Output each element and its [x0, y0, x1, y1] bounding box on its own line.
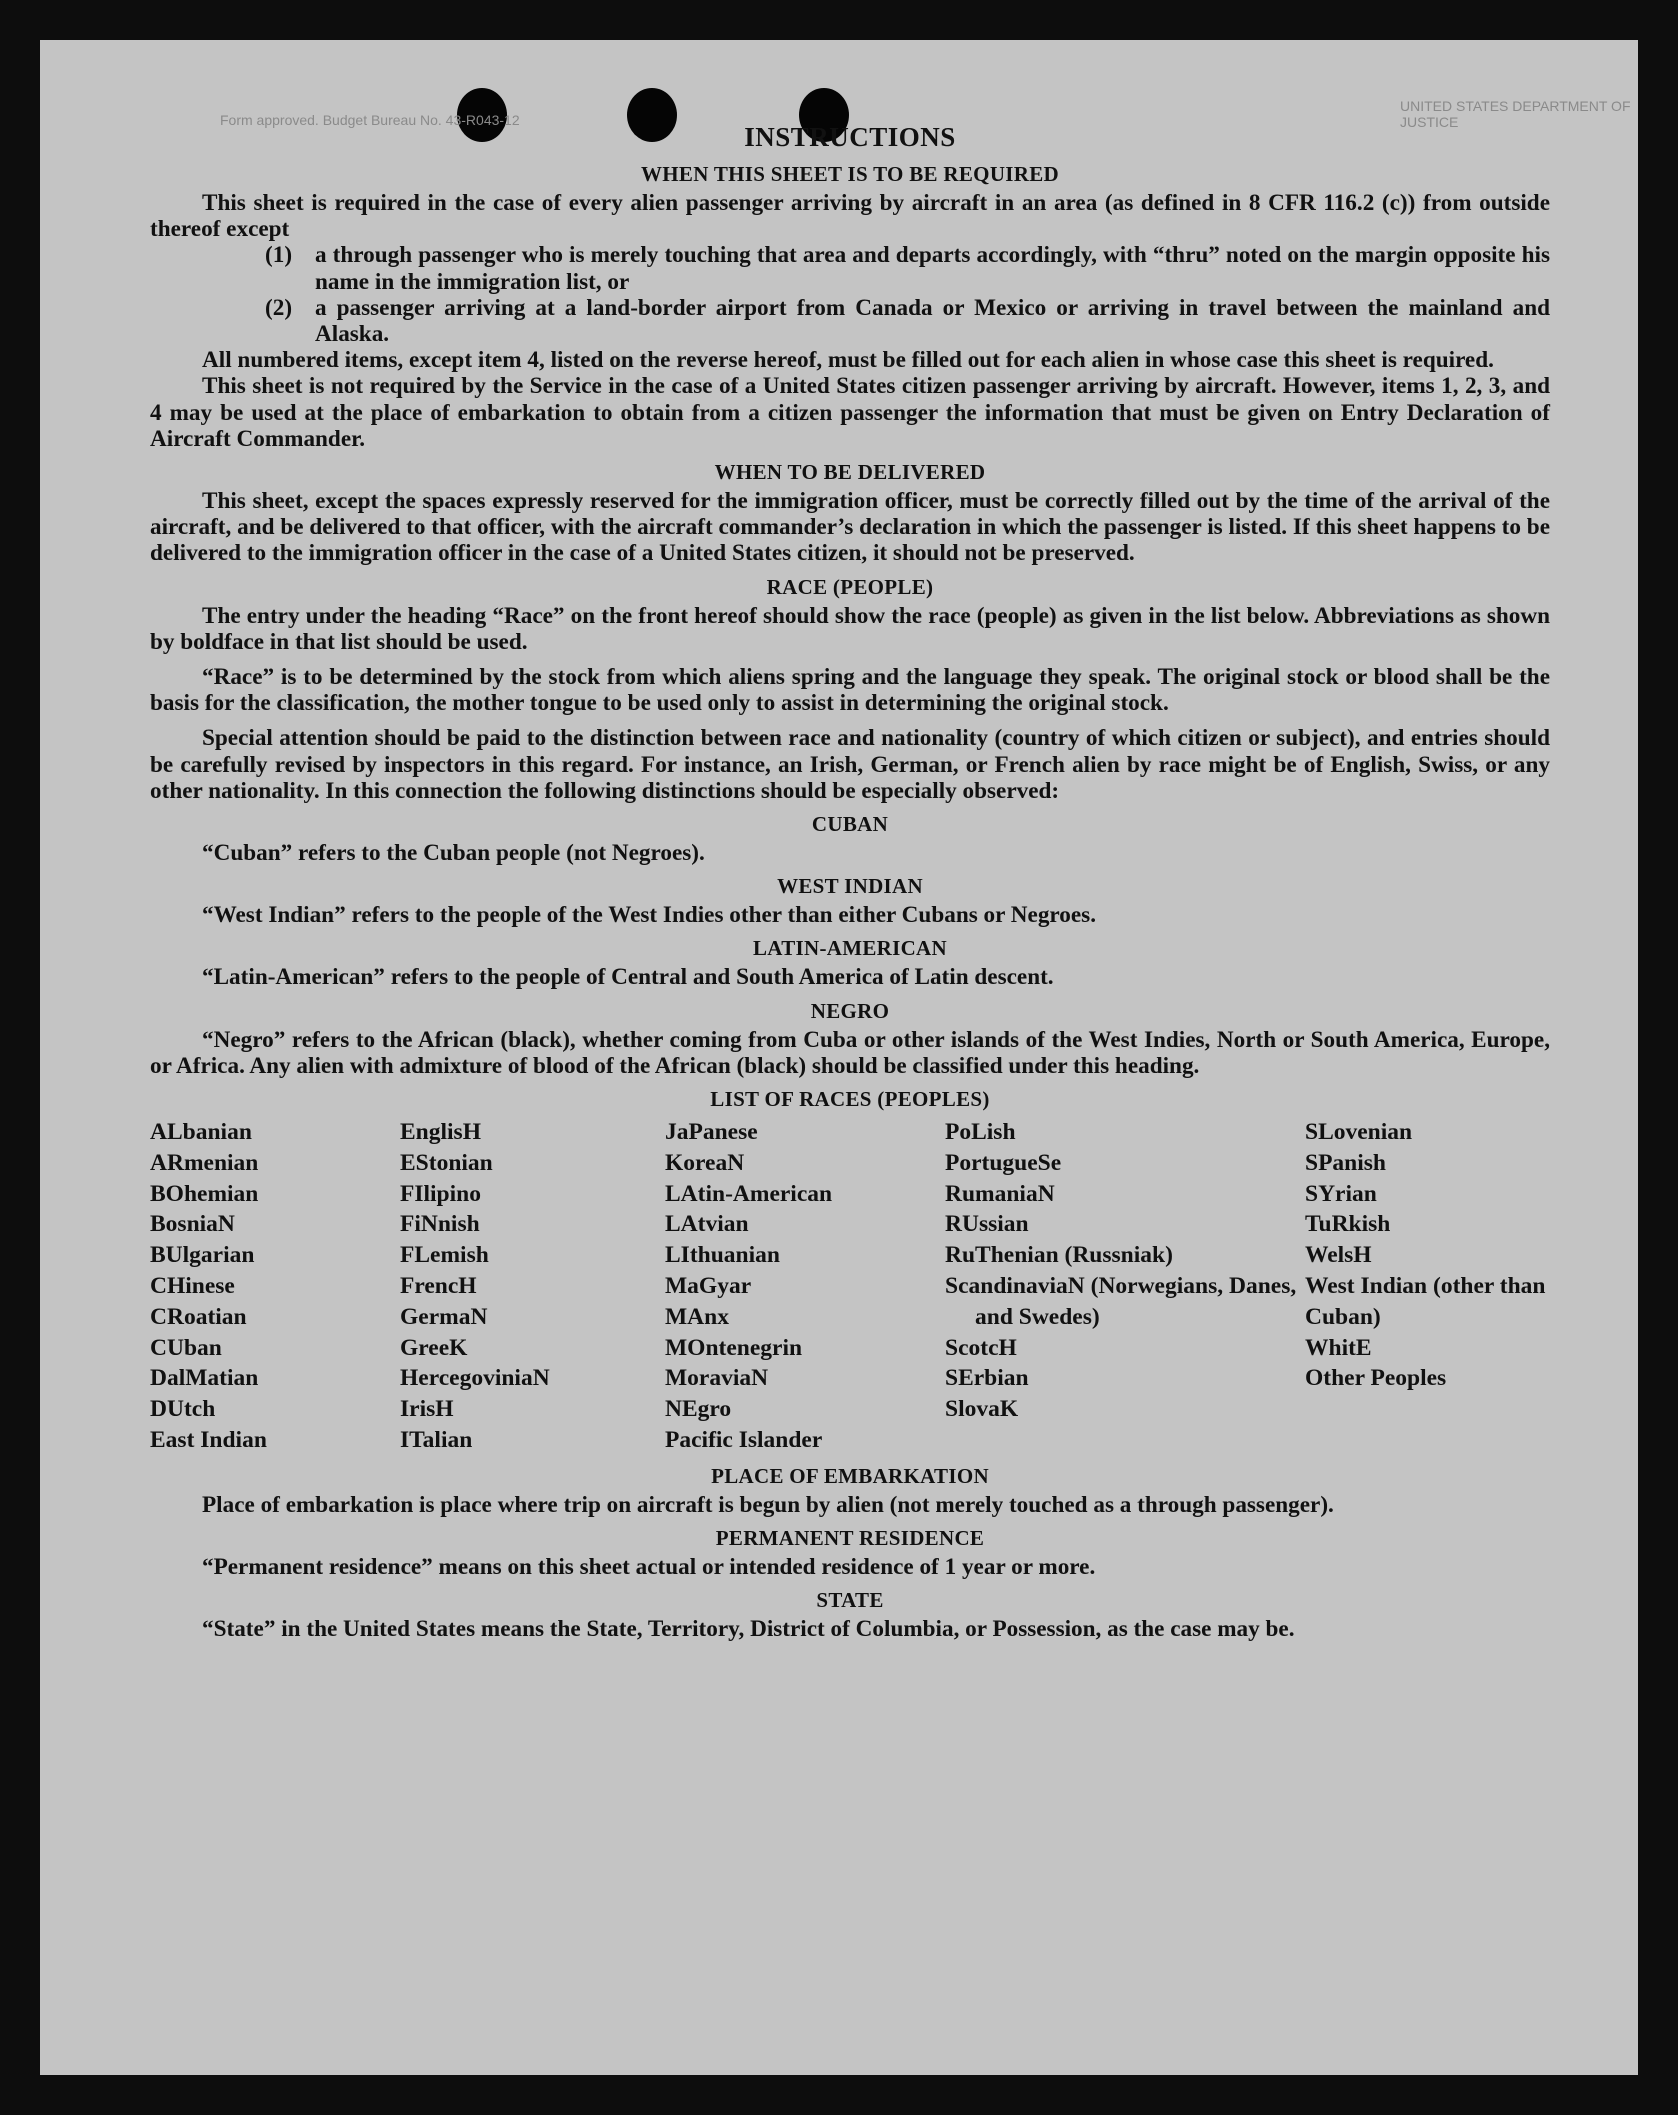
race-entry: PoLish [945, 1119, 1016, 1146]
race-column [400, 1117, 665, 1456]
race-entry: SlovaK [945, 1396, 1019, 1423]
race-entry: MaGyar [665, 1273, 752, 1300]
race-entry: SYrian [1305, 1180, 1377, 1207]
race-entry: LAtvian [665, 1211, 749, 1238]
race-entry: ARmenian [150, 1149, 259, 1176]
item-number: (2) [265, 294, 293, 321]
section-heading-embarkation: PLACE OF EMBARKATION [711, 1463, 989, 1488]
paragraph: All numbered items, except item 4, listed on the reverse hereof, must be filled out for each alien in whose case this sheet is required. [202, 347, 1494, 374]
race-entry: East Indian [150, 1427, 267, 1454]
race-entry: RumaniaN [945, 1180, 1055, 1207]
paragraph: “Latin-American” refers to the people of Central and South America of Latin descent. [202, 964, 1054, 991]
section-heading-race: RACE (PEOPLE) [766, 574, 934, 599]
race-entry: NEgro [665, 1396, 732, 1423]
race-entry: West Indian (other than Cuban) [1305, 1273, 1546, 1330]
paragraph: This sheet, except the spaces expressly reserved for the immigration officer, must be correctly filled out by the time of the arrival of the aircraft, and be delivered to that officer, with the aircraft commander’s declaration in which the passenger is listed. If this sheet happens to be delivered to the immigration officer in the case of a United States citizen, it should not be preserved. [150, 488, 1550, 567]
race-entry: EStonian [400, 1149, 493, 1176]
race-entry: EnglisH [400, 1119, 481, 1146]
paragraph: “Permanent residence” means on this sheet actual or intended residence of 1 year or more. [202, 1554, 1096, 1581]
race-entry: GermaN [400, 1303, 488, 1330]
page-title: INSTRUCTIONS [744, 122, 956, 152]
list-item [265, 242, 1550, 294]
race-entry: WhitE [1305, 1334, 1372, 1361]
bleed-through-text-left: Form approved. Budget Bureau No. 43-R043-12 [220, 112, 520, 128]
race-entry: MoraviaN [665, 1365, 769, 1392]
race-entry: SErbian [945, 1365, 1029, 1392]
paragraph: “West Indian” refers to the people of the West Indies other than either Cubans or Negroes. [202, 902, 1097, 929]
race-list [150, 1117, 1550, 1456]
race-entry: ScotcH [945, 1334, 1017, 1361]
race-entry: CRoatian [150, 1303, 247, 1330]
race-entry: TuRkish [1305, 1211, 1391, 1238]
section-heading-west-indian: WEST INDIAN [777, 874, 923, 899]
race-entry: BUlgarian [150, 1242, 255, 1269]
race-entry: FiNnish [400, 1211, 480, 1238]
race-entry: PortugueSe [945, 1149, 1062, 1176]
race-entry: WelsH [1305, 1242, 1372, 1269]
race-entry: MAnx [665, 1303, 729, 1330]
race-entry: FLemish [400, 1242, 489, 1269]
race-column [665, 1117, 945, 1456]
race-column [150, 1117, 400, 1456]
section-heading-latin-american: LATIN-AMERICAN [753, 936, 947, 961]
race-entry: ScandinaviaN (Norwegians, Danes, and Swedes) [945, 1273, 1297, 1330]
race-entry: IrisH [400, 1396, 454, 1423]
item-text: a through passenger who is merely touching that area and departs accordingly, with “thru” noted on the margin opposite his name in the immigration list, or [315, 242, 1550, 295]
race-entry: MOntenegrin [665, 1334, 803, 1361]
paragraph: Special attention should be paid to the distinction between race and nationality (country of which citizen or subject), and entries should be carefully revised by inspectors in this regard. For instance, an Irish, German, or French alien by race might be of English, Swiss, or any other nationality. In this connection the following distinctions should be especially observed: [150, 725, 1550, 804]
race-entry: JaPanese [665, 1119, 758, 1146]
section-heading-when-delivered: WHEN TO BE DELIVERED [714, 460, 986, 485]
document-page [40, 40, 1638, 2075]
race-entry: HercegoviniaN [400, 1365, 550, 1392]
list-item [265, 295, 1550, 347]
race-entry: SPanish [1305, 1149, 1386, 1176]
item-number: (1) [265, 242, 293, 269]
section-heading-cuban: CUBAN [811, 812, 889, 837]
race-entry: KoreaN [665, 1149, 745, 1176]
paragraph: “Race” is to be determined by the stock from which aliens spring and the language they speak. The original stock or blood shall be the basis for the classification, the mother tongue to be used only to assist in determining the original stock. [150, 664, 1550, 717]
race-entry: ITalian [400, 1427, 473, 1454]
race-entry: LIthuanian [665, 1242, 780, 1269]
item-text: a passenger arriving at a land-border airport from Canada or Mexico or arriving in travel between the mainland and Alaska. [315, 294, 1550, 348]
paragraph: Place of embarkation is place where trip on aircraft is begun by alien (not merely touched as a through passenger). [202, 1491, 1334, 1518]
bleed-through-text-right: UNITED STATES DEPARTMENT OF JUSTICE [1400, 98, 1631, 130]
paragraph: The entry under the heading “Race” on the front hereof should show the race (people) as given in the list below. Abbreviations as shown by boldface in that list should be used. [150, 602, 1550, 655]
instructions-body [150, 120, 1550, 1642]
race-entry: ALbanian [150, 1119, 252, 1146]
race-entry: RUssian [945, 1211, 1029, 1238]
race-entry: GreeK [400, 1334, 468, 1361]
race-entry: DalMatian [150, 1365, 259, 1392]
race-entry: FrencH [400, 1273, 477, 1300]
section-heading-list-of-races: LIST OF RACES (PEOPLES) [710, 1087, 990, 1112]
race-entry: BOhemian [150, 1180, 259, 1207]
section-heading-permanent-residence: PERMANENT RESIDENCE [715, 1526, 985, 1551]
race-entry: RuThenian (Russniak) [945, 1242, 1173, 1269]
race-entry: CHinese [150, 1273, 235, 1300]
race-entry: LAtin-American [665, 1180, 833, 1207]
race-column [945, 1117, 1305, 1456]
paragraph: This sheet is not required by the Service in the case of a United States citizen passenger arriving by aircraft. However, items 1, 2, 3, and 4 may be used at the place of embarkation to obtain from a citizen passenger the information that must be given on Entry Declaration of Aircraft Commander. [150, 373, 1550, 452]
section-heading-when-required: WHEN THIS SHEET IS TO BE REQUIRED [640, 162, 1059, 186]
paragraph: This sheet is required in the case of every alien passenger arriving by aircraft in an area (as defined in 8 CFR 116.2 (c)) from outside thereof except [150, 190, 1550, 243]
race-column [1305, 1117, 1550, 1456]
race-entry: BosniaN [150, 1211, 235, 1238]
race-entry: Other Peoples [1305, 1365, 1447, 1392]
paragraph: “Negro” refers to the African (black), whether coming from Cuba or other islands of the West Indies, North or South America, Europe, or Africa. Any alien with admixture of blood of the African (black) should be classified under this heading. [150, 1026, 1550, 1079]
race-entry: SLovenian [1305, 1119, 1413, 1146]
race-entry: Pacific Islander [665, 1427, 823, 1454]
section-heading-negro: NEGRO [810, 998, 890, 1023]
paragraph: “State” in the United States means the State, Territory, District of Columbia, or Possession, as the case may be. [202, 1616, 1295, 1643]
race-entry: CUban [150, 1334, 222, 1361]
paragraph: “Cuban” refers to the Cuban people (not Negroes). [202, 840, 705, 867]
race-entry: FIlipino [400, 1180, 481, 1207]
race-entry: DUtch [150, 1396, 216, 1423]
section-heading-state: STATE [816, 1588, 884, 1613]
